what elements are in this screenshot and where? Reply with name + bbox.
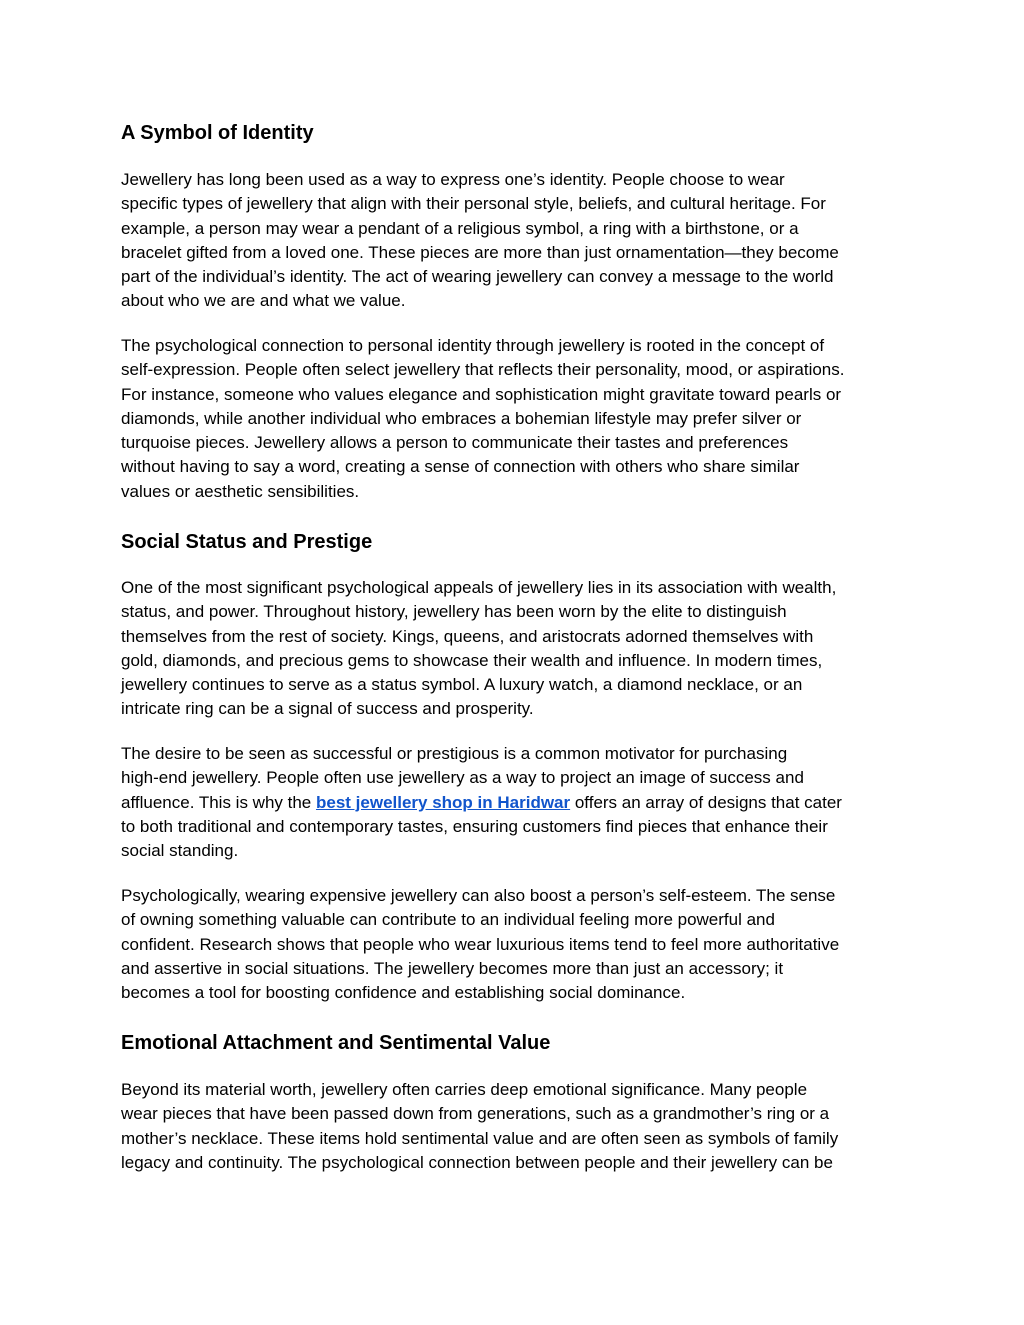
paragraph-emotional-1 <box>121 1078 838 1175</box>
paragraph-status-2 <box>121 742 842 863</box>
text-line: bracelet gifted from a loved one. These pieces are more than just ornamentation—they become <box>121 242 839 262</box>
text-line: confident. Research shows that people who wear luxurious items tend to feel more authoritative <box>121 934 840 954</box>
text-line: mother’s necklace. These items hold sentimental value and are often seen as symbols of family <box>121 1128 839 1148</box>
text-line-with-link <box>121 791 842 815</box>
text-line: social standing. <box>121 841 239 861</box>
text-line: specific types of jewellery that align with their personal style, beliefs, and cultural heritage. For <box>121 194 826 214</box>
text-line: high-end jewellery. People often use jewellery as a way to project an image of success and <box>121 768 804 788</box>
text-line: becomes a tool for boosting confidence and establishing social dominance. <box>121 983 686 1003</box>
section-heading-identity: A Symbol of Identity <box>121 122 314 144</box>
text-line: without having to say a word, creating a sense of connection with others who share similar <box>121 457 800 477</box>
text-line: Psychologically, wearing expensive jewellery can also boost a person’s self-esteem. The sense <box>121 886 836 905</box>
text-line: part of the individual’s identity. The act of wearing jewellery can convey a message to the world <box>121 267 834 287</box>
text-line: about who we are and what we value. <box>121 291 406 311</box>
text-line: Beyond its material worth, jewellery often carries deep emotional significance. Many people <box>121 1080 808 1099</box>
text-line: jewellery continues to serve as a status symbol. A luxury watch, a diamond necklace, or an <box>121 675 803 695</box>
text-line: gold, diamonds, and precious gems to showcase their wealth and influence. In modern times, <box>121 650 823 670</box>
text-line: self-expression. People often select jewellery that reflects their personality, mood, or aspirations. <box>121 360 845 380</box>
text-line: The psychological connection to personal identity through jewellery is rooted in the concept of <box>121 336 825 355</box>
text-line: to both traditional and contemporary tastes, ensuring customers find pieces that enhance their <box>121 816 828 836</box>
paragraph-identity-2 <box>121 334 844 504</box>
text-line: values or aesthetic sensibilities. <box>121 481 360 501</box>
text-line: turquoise pieces. Jewellery allows a person to communicate their tastes and preferences <box>121 433 789 453</box>
text-line: The desire to be seen as successful or prestigious is a common motivator for purchasing <box>121 744 788 763</box>
text-line: wear pieces that have been passed down from generations, such as a grandmother’s ring or a <box>121 1104 830 1124</box>
text-span: offers an array of designs that cater <box>570 792 842 812</box>
text-line: example, a person may wear a pendant of a religious symbol, a ring with a birthstone, or a <box>121 218 799 238</box>
text-line: and assertive in social situations. The jewellery becomes more than just an accessory; it <box>121 958 784 978</box>
text-span: affluence. This is why the <box>121 792 316 812</box>
paragraph-identity-1 <box>121 168 839 314</box>
paragraph-status-3 <box>121 884 839 1005</box>
text-line: For instance, someone who values elegance and sophistication might gravitate toward pearls or <box>121 384 842 404</box>
text-line: of owning something valuable can contribute to an individual feeling more powerful and <box>121 910 775 930</box>
jewellery-shop-link[interactable]: best jewellery shop in Haridwar <box>315 792 571 812</box>
section-heading-emotional: Emotional Attachment and Sentimental Value <box>121 1032 551 1054</box>
text-line: diamonds, while another individual who embraces a bohemian lifestyle may prefer silver or <box>121 408 802 428</box>
text-line: status, and power. Throughout history, jewellery has been worn by the elite to distinguish <box>121 602 787 622</box>
text-line: intricate ring can be a signal of success and prosperity. <box>121 699 534 719</box>
text-line: Jewellery has long been used as a way to express one’s identity. People choose to wear <box>121 170 785 189</box>
text-line: One of the most significant psychological appeals of jewellery lies in its association with wealth, <box>121 578 837 597</box>
section-heading-status: Social Status and Prestige <box>121 531 373 553</box>
text-line: legacy and continuity. The psychological connection between people and their jewellery can be <box>121 1152 833 1172</box>
paragraph-status-1 <box>121 576 836 722</box>
text-line: themselves from the rest of society. Kings, queens, and aristocrats adorned themselves with <box>121 626 814 646</box>
